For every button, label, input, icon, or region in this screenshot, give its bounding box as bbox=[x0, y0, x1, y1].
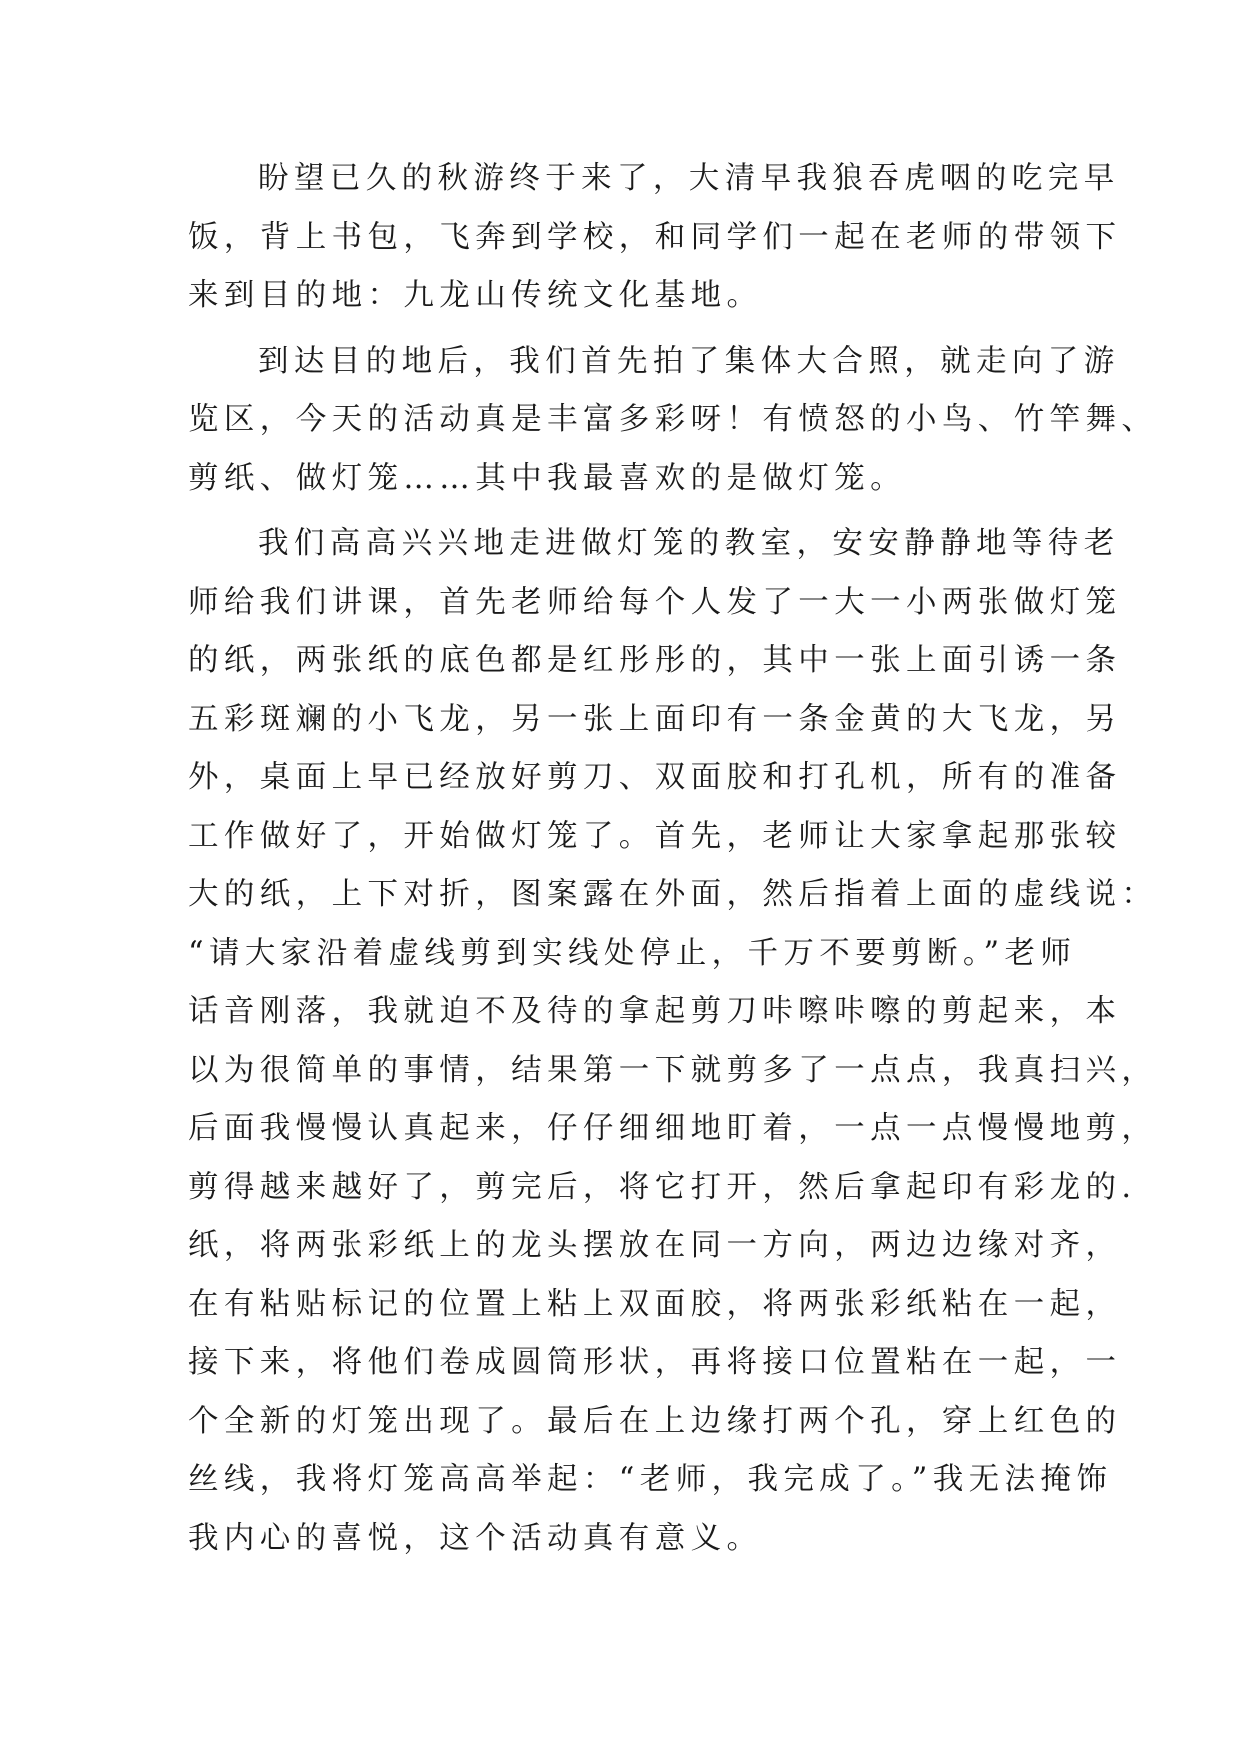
essay-body bbox=[188, 150, 1158, 1575]
text-line: 我内心的喜悦，这个活动真有意义。 bbox=[188, 1520, 763, 1556]
text-line: 大的纸，上下对折，图案露在外面，然后指着上面的虚线说： bbox=[188, 877, 1158, 912]
text-line: 我们高高兴兴地走进做灯笼的教室，安安静静地等待老 bbox=[258, 526, 1120, 561]
text-line: 工作做好了，开始做灯笼了。首先，老师让大家拿起那张较 bbox=[188, 818, 1122, 854]
text-line: 剪得越来越好了，剪完后，将它打开，然后拿起印有彩龙的. bbox=[188, 1169, 1137, 1205]
text-line: 来到目的地：九龙山传统文化基地。 bbox=[188, 278, 763, 313]
text-line: 在有粘贴标记的位置上粘上双面胶，将两张彩纸粘在一起， bbox=[188, 1286, 1122, 1322]
text-line: 丝线，我将灯笼高高举起：“老师，我完成了。”我无法掩饰 bbox=[188, 1462, 1113, 1497]
paragraph-1 bbox=[188, 150, 1122, 326]
text-line: 剪纸、做灯笼……其中我最喜欢的是做灯笼。 bbox=[188, 460, 906, 496]
text-line: 纸，将两张彩纸上的龙头摆放在同一方向，两边边缘对齐， bbox=[188, 1228, 1122, 1263]
text-line: 后面我慢慢认真起来，仔仔细细地盯着，一点一点慢慢地剪， bbox=[188, 1111, 1158, 1146]
text-line: 以为很简单的事情，结果第一下就剪多了一点点，我真扫兴， bbox=[188, 1052, 1158, 1088]
text-line: 师给我们讲课，首先老师给每个人发了一大一小两张做灯笼 bbox=[188, 584, 1122, 620]
text-line: 饭，背上书包，飞奔到学校，和同学们一起在老师的带领下 bbox=[188, 219, 1122, 255]
paragraph-2 bbox=[188, 333, 1158, 509]
text-line: 话音刚落，我就迫不及待的拿起剪刀咔嚓咔嚓的剪起来，本 bbox=[188, 994, 1122, 1029]
paragraph-3 bbox=[188, 515, 1158, 1568]
text-line: “请大家沿着虚线剪到实线处停止，千万不要剪断。”老师 bbox=[188, 935, 1077, 971]
text-line: 盼望已久的秋游终于来了，大清早我狼吞虎咽的吃完早 bbox=[258, 161, 1120, 196]
text-line: 外，桌面上早已经放好剪刀、双面胶和打孔机，所有的准备 bbox=[188, 760, 1122, 795]
text-line: 到达目的地后，我们首先拍了集体大合照，就走向了游 bbox=[258, 343, 1120, 379]
text-line: 览区，今天的活动真是丰富多彩呀！有愤怒的小鸟、竹竿舞、 bbox=[188, 402, 1158, 437]
text-line: 的纸，两张纸的底色都是红彤彤的，其中一张上面引诱一条 bbox=[188, 643, 1122, 678]
text-line: 五彩斑斓的小飞龙，另一张上面印有一条金黄的大飞龙，另 bbox=[188, 701, 1122, 737]
text-line: 接下来，将他们卷成圆筒形状，再将接口位置粘在一起，一 bbox=[188, 1345, 1122, 1380]
text-line: 个全新的灯笼出现了。最后在上边缘打两个孔，穿上红色的 bbox=[188, 1403, 1122, 1439]
